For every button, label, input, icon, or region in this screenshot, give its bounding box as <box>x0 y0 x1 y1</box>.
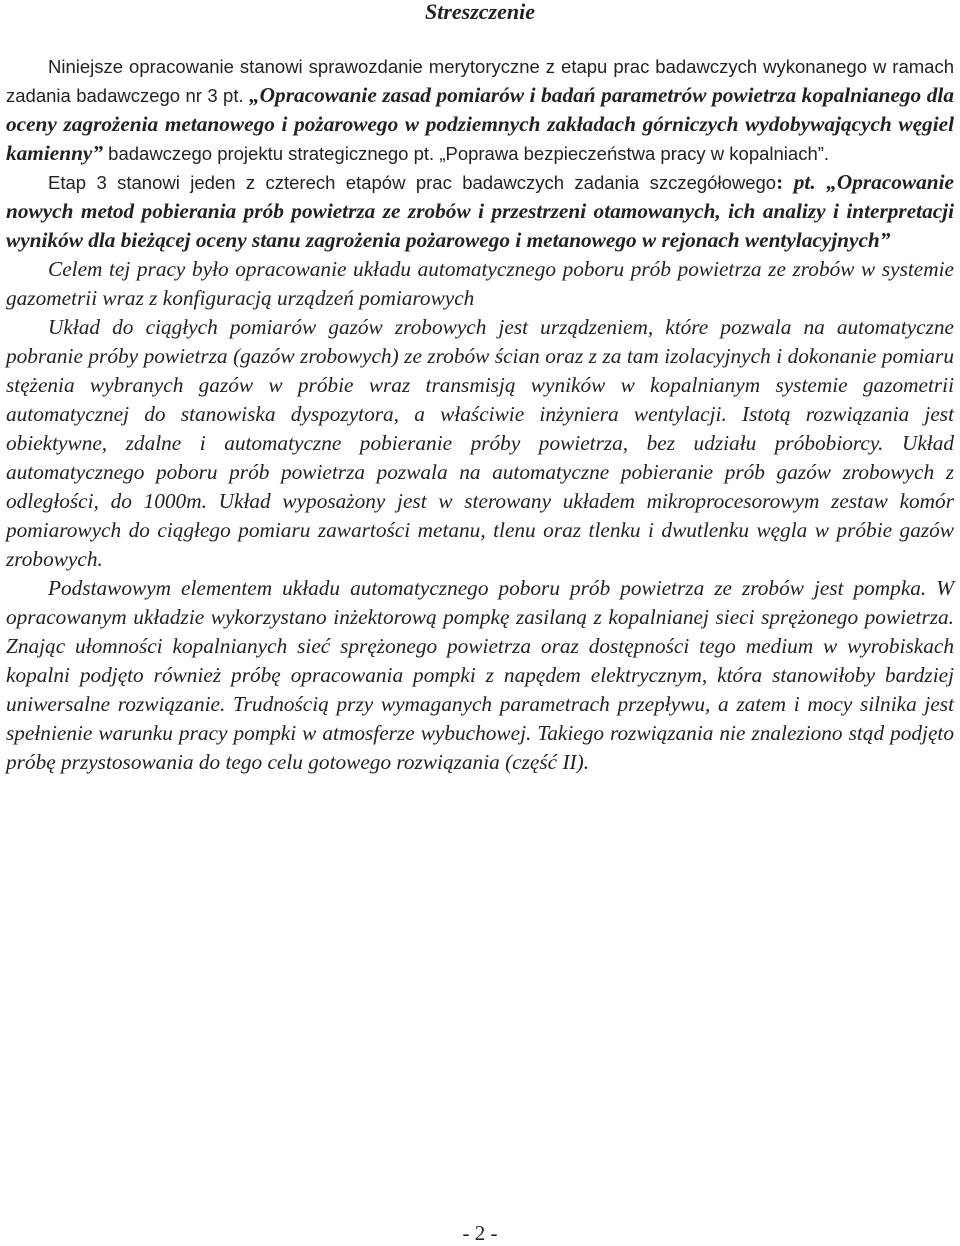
summary-body <box>6 52 954 777</box>
project-text: badawczego projektu strategicznego pt. „Poprawa bezpieczeństwa pracy w kopalniach”. <box>103 143 830 164</box>
goal-paragraph: Celem tej pracy było opracowanie układu automatycznego poboru prób powietrza ze zrobów w systemie gazometrii wraz z konfiguracją urządzeń pomiarowych <box>6 257 954 310</box>
stage-title: pt. „Opracowanie nowych metod pobierania prób powietrza ze zrobów i przestrzeni otamowanych, ich analizy i interpretacji wyników dla bieżącej oceny stanu zagrożenia pożarowego i metanowego w rejonach wentylacyjnych” <box>6 170 954 252</box>
stage-text: Etap 3 stanowi jeden z czterech etapów prac badawczych zadania szczegółowego <box>48 172 777 193</box>
pump-paragraph: Podstawowym elementem układu automatycznego poboru prób powietrza ze zrobów jest pompka. W opracowanym układzie wykorzystano inżektorową pompkę zasilaną z kopalnianej sieci sprężonego powietrza. Znając ułomności kopalnianych sieć sprężonego powietrza oraz dostępności tego medium w wyrobiskach kopalni podjęto również próbę opracowania pompki z napędem elektrycznym, która stanowiłoby bardziej uniwersalne rozwiązanie. Trudnością przy wymaganych parametrach przepływu, a zatem i mocy silnika jest spełnienie warunku pracy pompki w atmosferze wybuchowej. Takiego rozwiązania nie znaleziono stąd podjęto próbę przystosowania do tego celu gotowego rozwiązania (część II). <box>6 576 954 774</box>
page-title: Streszczenie <box>425 0 535 24</box>
task-title: „Opracowanie zasad pomiarów i badań parametrów powietrza kopalnianego dla oceny zagrożenia metanowego i pożarowego w podziemnych zakładach górniczych wydobywających węgiel kamienny” <box>6 83 954 165</box>
intro-paragraph <box>6 52 954 168</box>
stage-paragraph <box>6 168 954 255</box>
intro-text: Niniejsze opracowanie stanowi sprawozdanie merytoryczne z etapu prac badawczych wykonanego w ramach zadania badawczego nr 3 pt. <box>6 56 954 106</box>
stage-colon: : <box>776 170 784 194</box>
system-description-paragraph: Układ do ciągłych pomiarów gazów zrobowych jest urządzeniem, które pozwala na automatyczne pobranie próby powietrza (gazów zrobowych) ze zrobów ścian oraz z za tam izolacyjnych i dokonanie pomiaru stężenia wybranych gazów w próbie wraz transmisją wyników w kopalnianym systemie gazometrii automatycznej do stanowiska dyspozytora, a właściwie inżyniera wentylacji. Istotą rozwiązania jest obiektywne, zdalne i automatyczne pobieranie próby powietrza, bez udziału próbobiorcy. Układ automatycznego poboru prób powietrza pozwala na automatyczne pobieranie prób gazów zrobowych z odległości, do 1000m. Układ wyposażony jest w sterowany układem mikroprocesorowym zestaw komór pomiarowych do ciągłego pomiaru zawartości metanu, tlenu oraz tlenku i dwutlenku węgla w próbie gazów zrobowych. <box>6 315 954 571</box>
page-number-text: - 2 - <box>462 1221 498 1245</box>
page-number <box>0 1221 960 1245</box>
